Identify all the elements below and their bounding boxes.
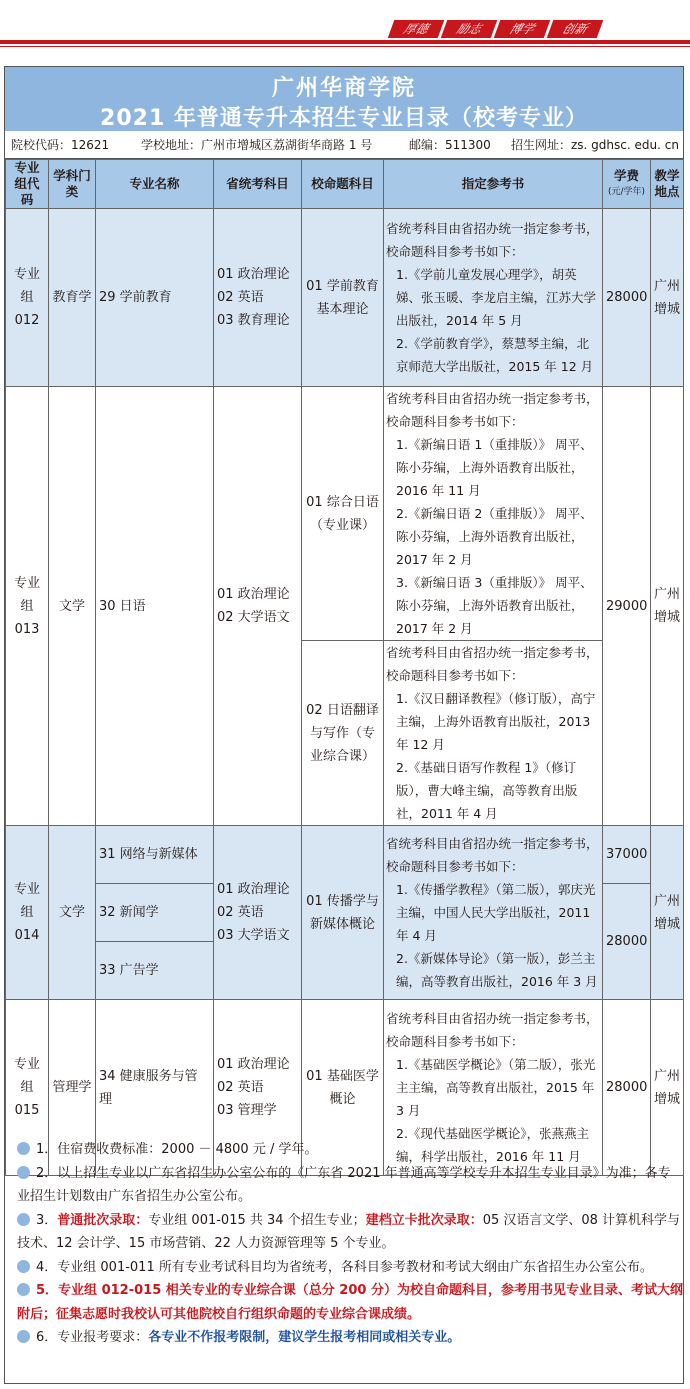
note-1: [5, 1138, 683, 1162]
group-code-label: 专业组: [13, 575, 40, 614]
header-books: 指定参考书: [384, 160, 603, 209]
note-highlight: 普通批次录取：: [57, 1212, 149, 1228]
books-cell: [384, 387, 603, 641]
books-cell: [384, 209, 603, 387]
location-cell: 广州增城: [651, 387, 684, 826]
school-subject-cell: 01 基础医学概论: [302, 1000, 384, 1176]
subject: 02 英语: [217, 1080, 264, 1095]
subject: 02 英语: [217, 290, 264, 305]
category-cell: 文学: [49, 387, 96, 826]
major-cell: 32 新闻学: [96, 884, 214, 942]
bullet-icon: [17, 1260, 30, 1273]
note-6: [5, 1326, 683, 1350]
bullet-icon: [17, 1283, 30, 1296]
book-item: 1.《学前儿童发展心理学》，胡英娣、张玉暖、李龙启主编，江苏大学出版社，2014 年 5 月: [396, 267, 597, 328]
motto-2: 励志: [441, 20, 498, 38]
school-website: 招生网址：zs. gdhsc. edu. cn: [511, 138, 679, 152]
book-intro: 省统考科目由省招办统一指定参考书，校命题科目参考书如下：: [386, 1011, 599, 1049]
category-cell: 管理学: [49, 1000, 96, 1176]
category-cell: 教育学: [49, 209, 96, 387]
table-header-row: [6, 160, 684, 209]
fee-cell: 28000: [603, 1000, 651, 1176]
bullet-icon: [17, 1142, 30, 1155]
note-4: [5, 1256, 683, 1280]
fee-cell: 37000: [603, 826, 651, 884]
book-intro: 省统考科目由省招办统一指定参考书，校命题科目参考书如下：: [386, 221, 599, 259]
note-2: [5, 1162, 683, 1209]
fee-label: 学费: [613, 168, 639, 183]
group-code: [6, 826, 49, 1000]
title-banner: [5, 67, 683, 131]
fee-unit: (元/学年): [607, 187, 646, 197]
page-title: 2021 年普通专升本招生专业目录（校考专业）: [100, 106, 588, 131]
major-cell: 29 学前教育: [96, 209, 214, 387]
note-text: 1．住宿费收费标准：2000 － 4800 元 / 学年。: [36, 1142, 318, 1157]
subject: 01 政治理论: [217, 587, 290, 602]
subject: 01 政治理论: [217, 1057, 290, 1072]
group-code-number: 012: [14, 313, 40, 328]
header-provincial: 省统考科目: [214, 160, 302, 209]
note-text: 05 汉语言文学、08 计算机科学与技术、12 会计学、15 市场营销、22 人力资源管理等 5 个专业。: [17, 1212, 681, 1251]
school-name: 广州华商学院: [271, 76, 416, 101]
book-item: 2.《学前教育学》，蔡慧琴主编，北京师范大学出版社，2015 年 12 月: [396, 336, 594, 374]
bullet-icon: [17, 1166, 30, 1179]
books-cell: [384, 641, 603, 826]
book-item: 2.《新编日语 2（重排版）》 周平、陈小芬编，上海外语教育出版社，2017 年 2 月: [396, 506, 593, 567]
note-3: [5, 1209, 683, 1256]
book-item: 1.《基础医学概论》（第二版），张光主主编，高等教育出版社，2015 年 3 月: [396, 1057, 596, 1118]
group-code: [6, 209, 49, 387]
table-row: [6, 209, 684, 387]
school-subject-cell: 01 学前教育基本理论: [302, 209, 384, 387]
book-item: 1.《传播学教程》（第二版），郭庆光主编，中国人民大学出版社，2011 年 4 月: [396, 882, 596, 943]
fee-cell: 28000: [603, 884, 651, 1000]
motto-1: 厚德: [388, 20, 445, 38]
red-rule-thin: [0, 46, 690, 47]
header-fee: [603, 160, 651, 209]
group-code-number: 015: [14, 1103, 40, 1118]
table-row: [6, 387, 684, 641]
book-item: 2.《现代基础医学概论》，张燕燕主编，科学出版社，2016 年 11 月: [396, 1126, 590, 1164]
school-subject-cell: 01 综合日语（专业课）: [302, 387, 384, 641]
group-code: [6, 387, 49, 826]
group-code-number: 014: [14, 928, 40, 943]
table-row: [6, 826, 684, 884]
header-location: 教学地点: [651, 160, 684, 209]
note-text: 专业组 001-015 共 34 个招生专业；: [148, 1212, 366, 1228]
school-subject-cell: 01 传播学与新媒体概论: [302, 826, 384, 1000]
header-major: 专业名称: [96, 160, 214, 209]
book-item: 2.《基础日语写作教程 1》（修订版），曹大峰主编，高等教育出版社，2011 年 4 月: [396, 760, 578, 821]
book-item: 1.《汉日翻译教程》（修订版），高宁主编，上海外语教育出版社，2013 年 12 月: [396, 691, 596, 752]
subject: 01 政治理论: [217, 267, 290, 282]
fee-cell: 29000: [603, 387, 651, 826]
school-postcode: 邮编：511300: [409, 138, 491, 152]
group-code-number: 013: [14, 621, 40, 637]
group-code-label: 专业组: [13, 267, 40, 305]
book-intro: 省统考科目由省招办统一指定参考书，校命题科目参考书如下：: [386, 836, 599, 874]
provincial-cell: [214, 387, 302, 826]
header-category: 学科门类: [49, 160, 96, 209]
major-cell: 34 健康服务与管理: [96, 1000, 214, 1176]
note-text: 5．专业组 012-015 相关专业的专业综合课（总分 200 分）为校自命题科目，参考用书见专业目录、考试大纲附后；征集志愿时我校认可其他院校自行组织命题的专业综合课成绩。: [17, 1283, 683, 1322]
motto-badges: [388, 20, 600, 38]
school-info-bar: [5, 132, 683, 159]
note-text: 6．专业报考要求：: [36, 1330, 149, 1345]
fee-cell: 28000: [603, 209, 651, 387]
school-code: 院校代码：12621: [11, 138, 110, 152]
major-cell: 30 日语: [96, 387, 214, 826]
location-cell: 广州增城: [651, 209, 684, 387]
notes-section: [5, 1138, 683, 1350]
note-text: 2．以上招生专业以广东省招生办公室公布的《广东省 2021 年普通高等学校专升本招生专业目录》为准；各专业招生计划数由广东省招生办公室公布。: [17, 1165, 671, 1204]
note-number: 3．: [36, 1212, 58, 1228]
major-cell: 31 网络与新媒体: [96, 826, 214, 884]
group-code-label: 专业组: [13, 882, 40, 920]
subject: 02 大学语文: [217, 610, 290, 625]
motto-4: 创新: [547, 20, 604, 38]
subject: 02 英语: [217, 905, 264, 920]
motto-3: 博学: [494, 20, 551, 38]
group-code-label: 专业组: [13, 1057, 40, 1095]
provincial-cell: [214, 209, 302, 387]
location-cell: 广州增城: [651, 826, 684, 1000]
header-group: 专业组代码: [6, 160, 49, 209]
subject: 03 大学语文: [217, 928, 290, 943]
header-school-subject: 校命题科目: [302, 160, 384, 209]
subject: 03 教育理论: [217, 313, 290, 328]
red-rule: [0, 40, 690, 44]
book-item: 1.《新编日语 1（重排版）》 周平、陈小芬编，上海外语教育出版社，2016 年 11 月: [396, 437, 593, 498]
bullet-icon: [17, 1213, 30, 1226]
school-address: 学校地址：广州市增城区荔湖街华商路 1 号: [141, 138, 373, 152]
subject: 01 政治理论: [217, 882, 290, 897]
book-intro: 省统考科目由省招办统一指定参考书，校命题科目参考书如下：: [386, 391, 599, 429]
subject: 03 管理学: [217, 1103, 277, 1118]
note-highlight: 各专业不作报考限制，建议学生报考相同或相关专业。: [148, 1330, 461, 1345]
provincial-cell: [214, 826, 302, 1000]
major-cell: 33 广告学: [96, 942, 214, 1000]
note-5: [5, 1279, 683, 1326]
location-cell: 广州增城: [651, 1000, 684, 1176]
bullet-icon: [17, 1330, 30, 1343]
book-item: 2.《新媒体导论》（第一版），彭兰主编，高等教育出版社，2016 年 3 月: [396, 951, 598, 989]
note-highlight: 建档立卡批次录取：: [365, 1212, 483, 1228]
top-banner: [0, 0, 690, 60]
book-item: 3.《新编日语 3（重排版）》 周平、陈小芬编，上海外语教育出版社，2017 年 2 月: [396, 575, 593, 636]
book-intro: 省统考科目由省招办统一指定参考书，校命题科目参考书如下：: [386, 645, 599, 683]
books-cell: [384, 826, 603, 1000]
majors-table: [5, 159, 684, 1176]
school-subject-cell: 02 日语翻译与写作（专业综合课）: [302, 641, 384, 826]
note-text: 4．专业组 001-011 所有专业考试科目均为省统考，各科目参考教材和考试大纲由广东省招生办公室公布。: [36, 1259, 653, 1275]
category-cell: 文学: [49, 826, 96, 1000]
